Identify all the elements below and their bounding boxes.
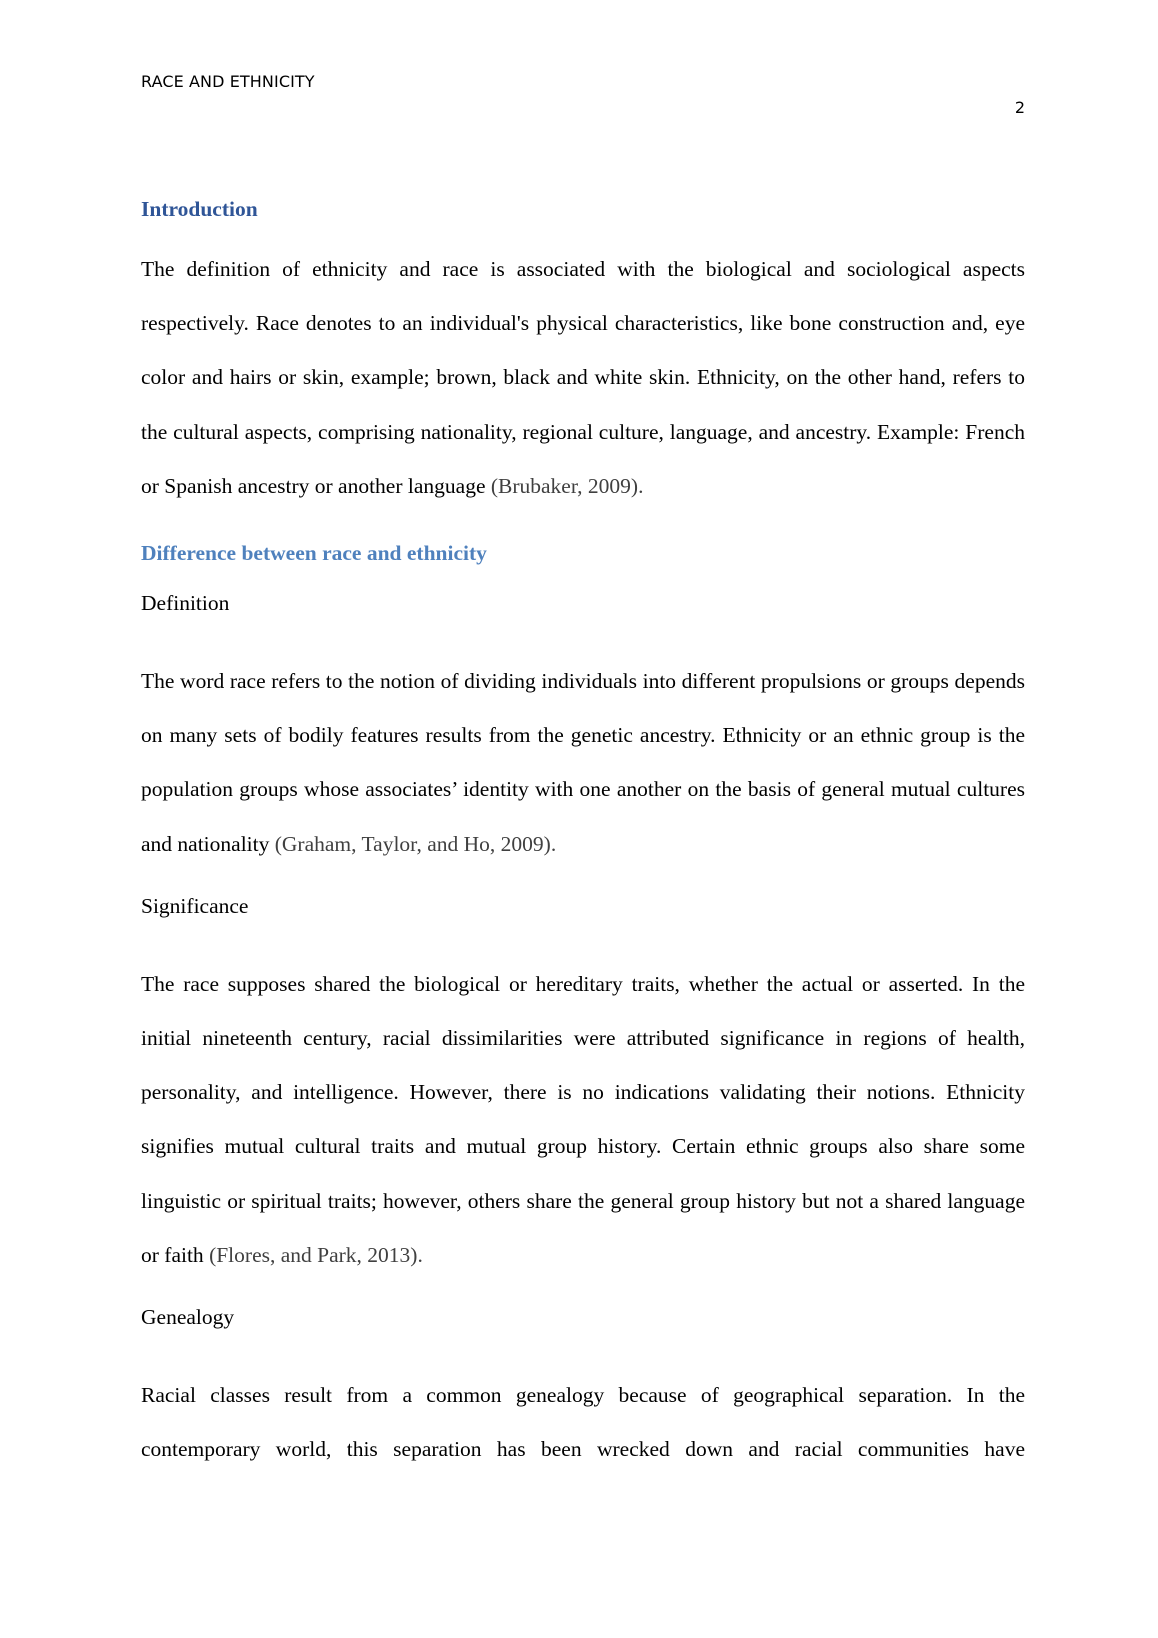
introduction-paragraph (141, 242, 1025, 513)
page-number: 2 (1014, 98, 1025, 117)
significance-paragraph (141, 957, 1025, 1282)
definition-text: The word race refers to the notion of dividing individuals into different propulsions or groups depends on many sets of bodily features results from the genetic ancestry. Ethnicity or an ethnic group is the population groups whose associates’ identity with one another on the basis of general mutual cultures and nationality (141, 669, 1025, 856)
difference-heading: Difference between race and ethnicity (141, 541, 487, 566)
significance-citation: (Flores, and Park, 2013). (209, 1242, 423, 1267)
significance-text: The race supposes shared the biological or hereditary traits, whether the actual or asserted. In the initial nineteenth century, racial dissimilarities were attributed significance in regions of health, personality, and intelligence. However, there is no indications validating their notions. Ethnicity signifies mutual cultural traits and mutual group history. Certain ethnic groups also share some linguistic or spiritual traits; however, others share the general group history but not a shared language or faith (141, 971, 1025, 1267)
definition-citation: (Graham, Taylor, and Ho, 2009). (274, 831, 557, 856)
introduction-citation: (Brubaker, 2009). (490, 473, 644, 498)
document-body (141, 190, 1025, 1476)
definition-paragraph (141, 654, 1025, 871)
significance-heading: Significance (141, 893, 249, 918)
introduction-text: The definition of ethnicity and race is associated with the biological and sociological aspects respectively. Race denotes to an individual's physical characteristics, like bone construction and, eye color and hairs or skin, example; brown, black and white skin. Ethnicity, on the other hand, refers to the cultural aspects, comprising nationality, regional culture, language, and ancestry. Example: French or Spanish ancestry or another language (141, 257, 1025, 498)
introduction-heading: Introduction (141, 197, 258, 221)
genealogy-heading: Genealogy (141, 1305, 235, 1330)
running-head: RACE AND ETHNICITY (141, 72, 315, 91)
genealogy-paragraph: Racial classes result from a common genealogy because of geographical separation. In the contemporary world, this separation has been wrecked down and racial communities have (141, 1383, 1025, 1462)
definition-heading: Definition (141, 591, 230, 616)
